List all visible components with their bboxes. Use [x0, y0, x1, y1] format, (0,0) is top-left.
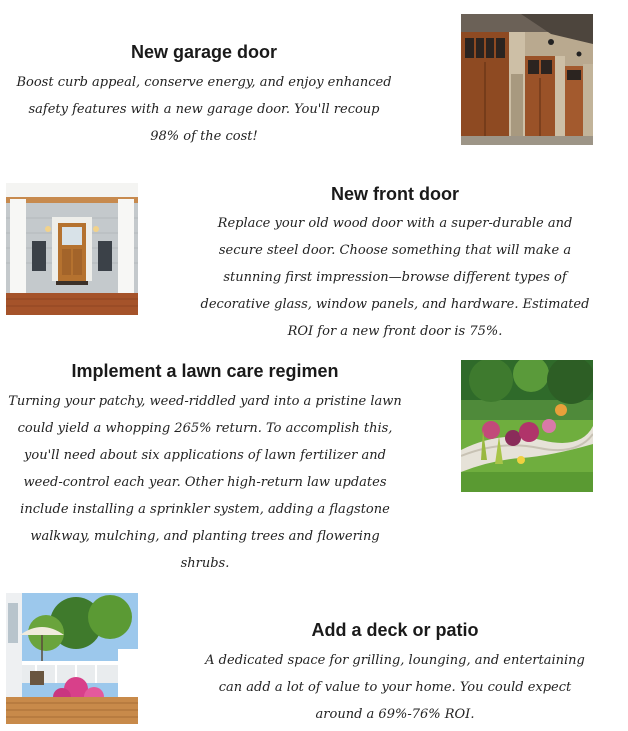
section-body: Replace your old wood door with a super-durable and secure steel door. Choose something that will make a stunning first impression—browse different types of decorative glass, window panels, and hardware. Estimated ROI for a new front door is 75%. — [200, 216, 590, 339]
section-body: A dedicated space for grilling, lounging, and entertaining can add a lot of value to your home. You could expect around a 69%-76% ROI. — [205, 653, 585, 722]
deck-patio-photo — [6, 593, 138, 724]
section-body: Boost curb appeal, conserve energy, and enjoy enhanced safety features with a new garage door. You'll recoup 98% of the cost! — [16, 75, 392, 144]
section-title: Implement a lawn care regimen — [71, 361, 339, 381]
section-lawn-care — [0, 350, 628, 571]
lawn-garden-photo — [461, 360, 593, 492]
section-deck-patio — [0, 585, 628, 731]
garage-door-photo — [461, 14, 593, 145]
section-garage-door — [0, 0, 628, 160]
section-front-door — [0, 170, 628, 339]
front-door-photo — [6, 183, 138, 315]
section-body: Turning your patchy, weed-riddled yard into a pristine lawn could yield a whopping 265% return. To accomplish this, you'll need about six applications of lawn fertilizer and weed-control each year. Other high-return law updates include installing a sprinkler system, adding a flagstone walkway, mulching, and planting trees and flowering shrubs. — [8, 394, 402, 571]
section-title: Add a deck or patio — [311, 620, 479, 640]
section-title: New garage door — [130, 42, 278, 62]
section-title: New front door — [331, 184, 459, 204]
